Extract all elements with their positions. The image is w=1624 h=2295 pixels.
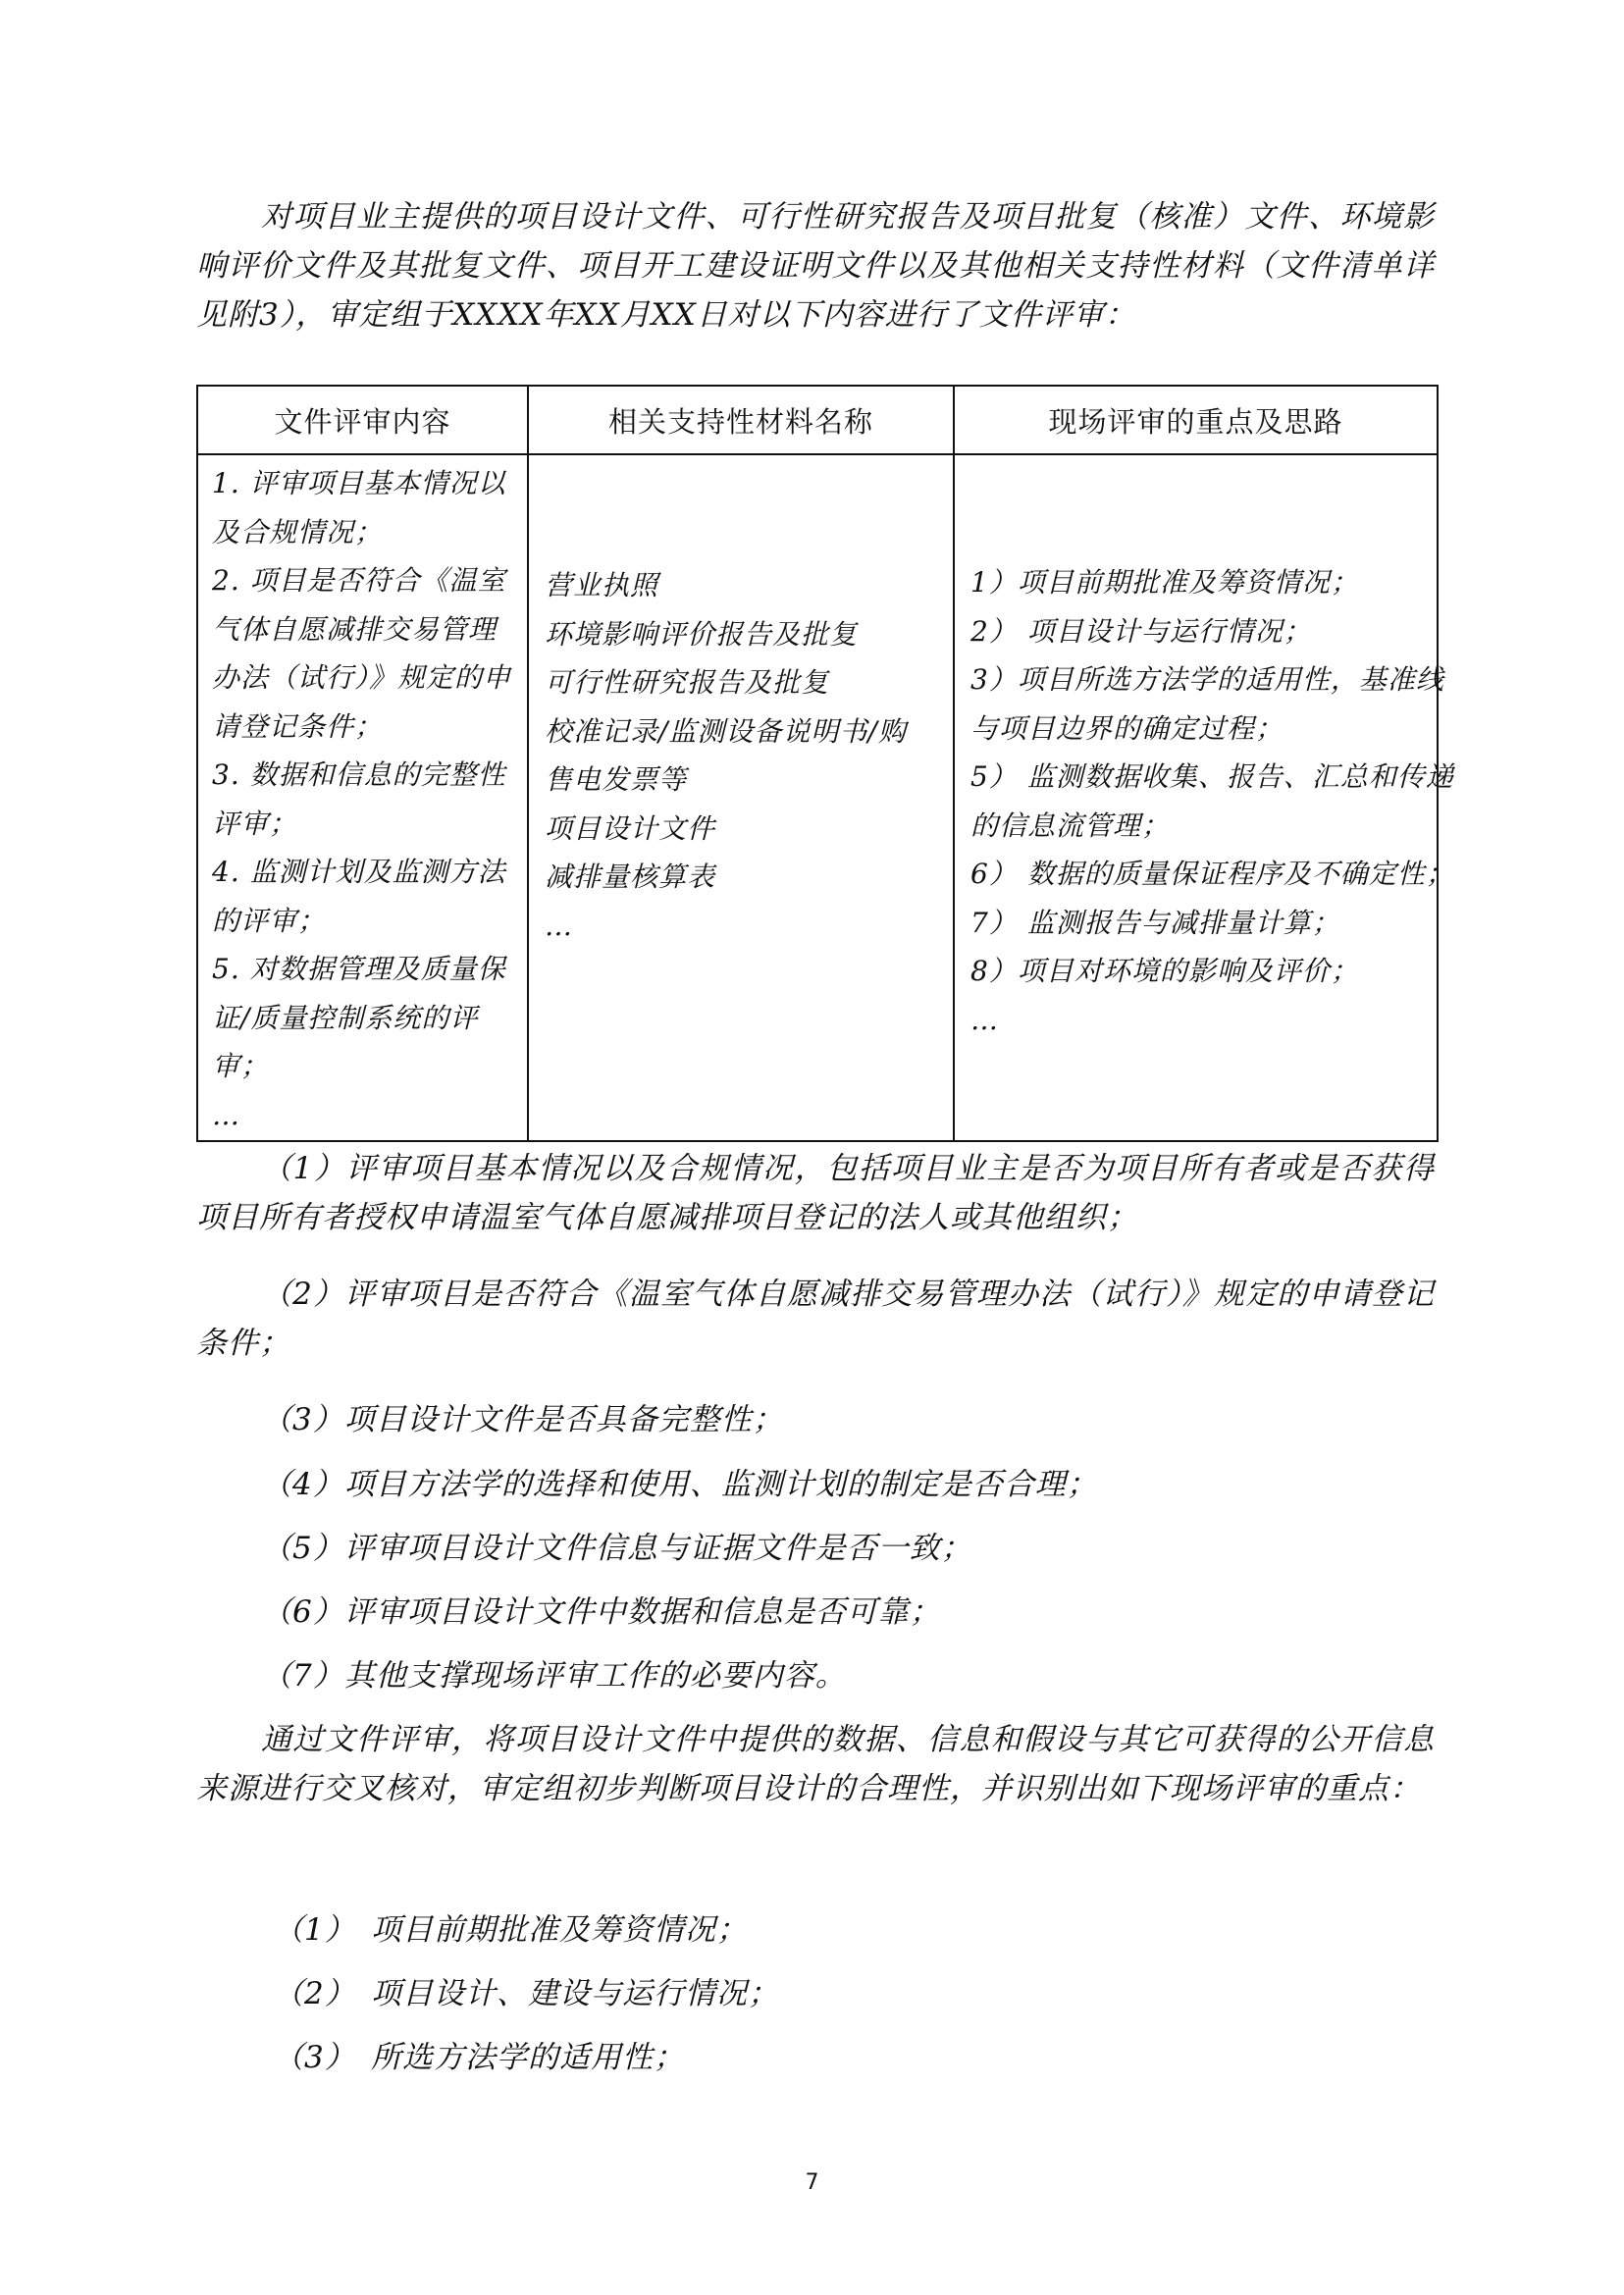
cell-line: 与项目边界的确定过程； [970, 711, 1284, 745]
review-item-3: （3）项目设计文件是否具备完整性； [261, 1402, 784, 1437]
supporting-materials-cell [528, 454, 954, 1141]
cell-line: 项目设计文件 [545, 811, 716, 845]
cell-line: 4. 监测计划及监测方法 [212, 856, 506, 888]
cell-line: 2） 项目设计与运行情况； [970, 614, 1312, 648]
review-item-5: （5）评审项目设计文件信息与证据文件是否一致； [261, 1531, 972, 1566]
focus-point-2 [273, 1969, 779, 2018]
focus-point-text: 项目设计、建设与运行情况； [371, 1976, 779, 2011]
cell-line: 1）项目前期批准及筹资情况； [970, 566, 1359, 599]
review-item-1: （1）评审项目基本情况以及合规情况，包括项目业主是否为项目所有者或是否获得项目所有者授权申请温室气体自愿减排项目登记的法人或其他组织； [196, 1151, 1435, 1235]
intro-paragraph: 对项目业主提供的项目设计文件、可行性研究报告及项目批复（核准）文件、环境影响评价文件及其批复文件、项目开工建设证明文件以及其他相关支持性材料（文件清单详见附3），审定组于XXXX年XX月XX日对以下内容进行了文件评审： [196, 199, 1435, 333]
table-row [197, 454, 1438, 1141]
cell-line: 6） 数据的质量保证程序及不确定性； [970, 858, 1454, 890]
focus-point-1 [273, 1905, 748, 1955]
header-review-content: 文件评审内容 [197, 386, 528, 454]
cell-line: 2. 项目是否符合《温室 [212, 564, 506, 597]
review-item-4: （4）项目方法学的选择和使用、监测计划的制定是否合理； [261, 1467, 1098, 1502]
cell-line: 5） 监测数据收集、报告、汇总和传递 [970, 760, 1454, 793]
cell-line: 办法（试行）》规定的申 [212, 661, 512, 694]
cell-line: 评审； [212, 807, 298, 840]
cell-line: 3）项目所选方法学的适用性，基准线 [970, 663, 1444, 696]
cell-line: 售电发票等 [545, 763, 688, 796]
review-content-cell [197, 454, 528, 1141]
cell-line: 5. 对数据管理及质量保 [212, 953, 506, 985]
cell-line: 请登记条件； [212, 709, 384, 743]
focus-point-3 [273, 2033, 685, 2082]
review-item-6: （6）评审项目设计文件中数据和信息是否可靠； [261, 1594, 941, 1630]
focus-point-number: （2） [273, 1976, 356, 2011]
review-item-2: （2）评审项目是否符合《温室气体自愿减排交易管理办法（试行）》规定的申请登记条件； [196, 1277, 1435, 1361]
cell-line: 3. 数据和信息的完整性 [212, 758, 506, 791]
cell-line: 7） 监测报告与减排量计算； [970, 906, 1340, 939]
cell-line: 的信息流管理； [970, 808, 1171, 842]
cell-line: 减排量核算表 [545, 861, 716, 893]
summary-paragraph: 通过文件评审，将项目设计文件中提供的数据、信息和假设与其它可获得的公开信息来源进行交叉核对，审定组初步判断项目设计的合理性，并识别出如下现场评审的重点： [196, 1722, 1435, 1806]
cell-line: 的评审； [212, 904, 327, 937]
header-supporting-materials: 相关支持性材料名称 [528, 386, 954, 454]
table-header-row [197, 386, 1438, 454]
header-onsite-focus: 现场评审的重点及思路 [954, 386, 1438, 454]
review-item-7: （7）其他支撑现场评审工作的必要内容。 [261, 1658, 847, 1694]
cell-line: 证/质量控制系统的评 [212, 1001, 479, 1034]
cell-line: 及合规情况； [212, 515, 384, 548]
cell-line: 环境影响评价报告及批复 [545, 617, 859, 651]
focus-point-text: 所选方法学的适用性； [371, 2040, 685, 2075]
focus-point-number: （1） [273, 1912, 356, 1948]
cell-line: 8）项目对环境的影响及评价； [970, 955, 1359, 987]
onsite-focus-cell [954, 454, 1454, 1141]
cell-line: 气体自愿减排交易管理 [212, 612, 498, 646]
cell-line: 1. 评审项目基本情况以 [212, 467, 506, 499]
cell-line: 可行性研究报告及批复 [545, 666, 830, 699]
cell-line: 校准记录/监测设备说明书/购 [545, 714, 907, 748]
cell-line: … [545, 909, 573, 942]
cell-line: … [212, 1098, 240, 1131]
focus-point-text: 项目前期批准及筹资情况； [371, 1912, 748, 1948]
page-number: 7 [805, 2170, 819, 2195]
focus-point-number: （3） [273, 2040, 356, 2075]
cell-line: 营业执照 [545, 569, 659, 601]
cell-line: 审； [212, 1050, 270, 1082]
file-review-table [196, 385, 1454, 1142]
cell-line: … [970, 1003, 999, 1036]
